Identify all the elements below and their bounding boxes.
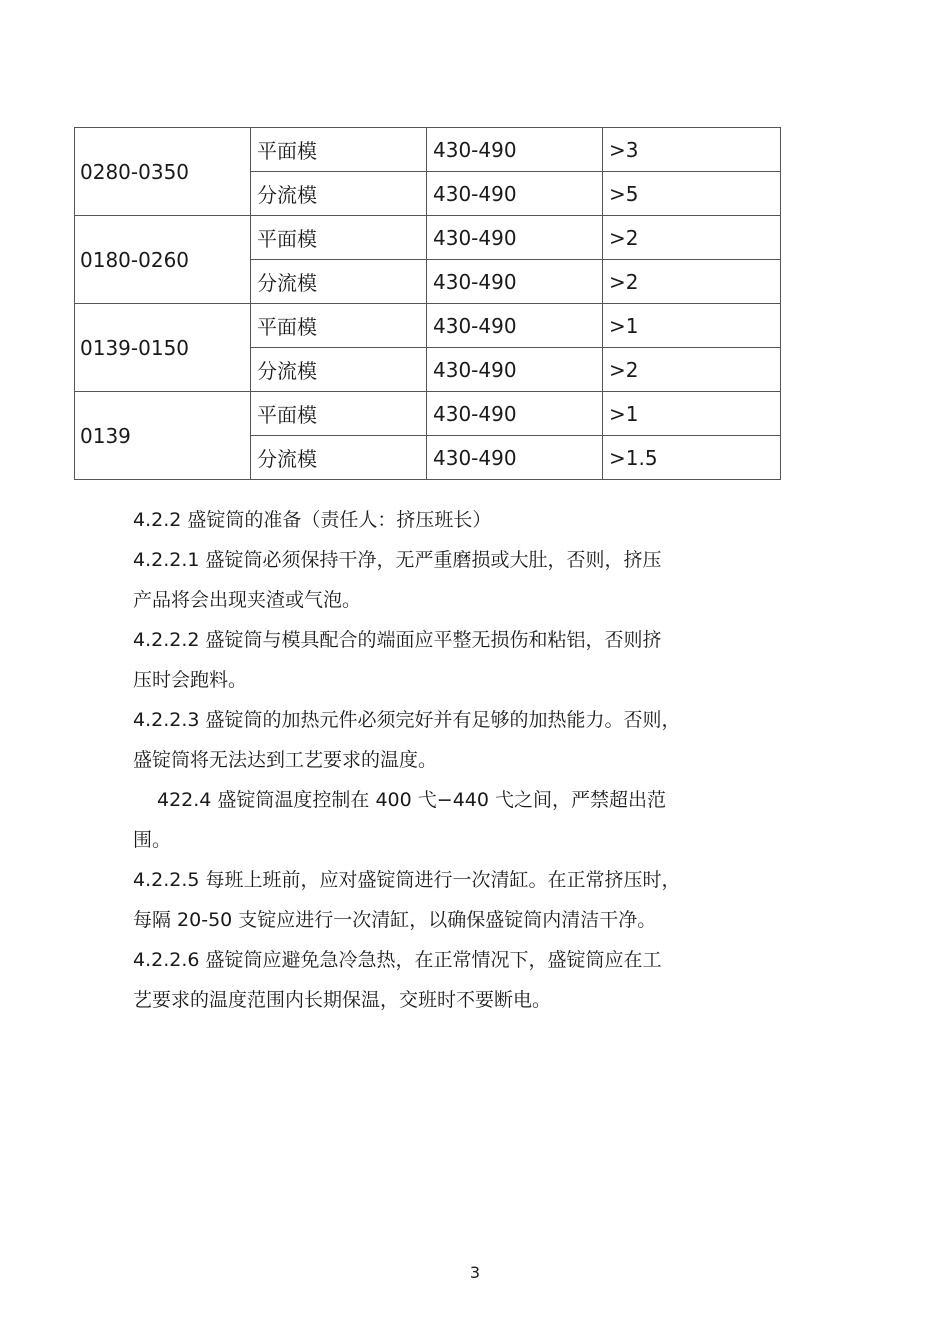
- temp-cell: 430-490: [427, 216, 603, 260]
- paragraph-line: 4.2.2.3 盛锭筒的加热元件必须完好并有足够的加热能力。否则，: [133, 709, 681, 731]
- mold-cell: 平面模: [251, 128, 427, 172]
- document-body: [133, 500, 733, 1020]
- section-heading: 4.2.2 盛锭筒的准备（责任人：挤压班长）: [133, 509, 492, 531]
- paragraph-line: 422.4 盛锭筒温度控制在 400 弋−440 弋之间，严禁超出范: [157, 789, 667, 811]
- temp-cell: 430-490: [427, 172, 603, 216]
- range-cell: 0139: [75, 392, 251, 480]
- value-cell: >1: [603, 304, 781, 348]
- temp-cell: 430-490: [427, 304, 603, 348]
- value-cell: >3: [603, 128, 781, 172]
- mold-cell: 分流模: [251, 436, 427, 480]
- range-cell: 0280-0350: [75, 128, 251, 216]
- value-cell: >2: [603, 348, 781, 392]
- mold-cell: 分流模: [251, 260, 427, 304]
- temperature-table: [74, 127, 781, 480]
- mold-cell: 分流模: [251, 348, 427, 392]
- paragraph-line: 产品将会出现夹渣或气泡。: [133, 589, 362, 611]
- paragraph-line: 4.2.2.1 盛锭筒必须保持干净，无严重磨损或大肚，否则，挤压: [133, 549, 662, 571]
- value-cell: >1.5: [603, 436, 781, 480]
- table-row: [75, 392, 781, 436]
- mold-cell: 平面模: [251, 392, 427, 436]
- table-row: [75, 128, 781, 172]
- paragraph-line: 压时会跑料。: [133, 669, 248, 691]
- range-cell: 0180-0260: [75, 216, 251, 304]
- paragraph-line: 盛锭筒将无法达到工艺要求的温度。: [133, 749, 438, 771]
- value-cell: >1: [603, 392, 781, 436]
- paragraph-line: 每隔 20-50 支锭应进行一次清缸，以确保盛锭筒内清洁干净。: [133, 909, 657, 931]
- temp-cell: 430-490: [427, 392, 603, 436]
- value-cell: >2: [603, 216, 781, 260]
- temp-cell: 430-490: [427, 436, 603, 480]
- paragraph-line: 4.2.2.2 盛锭筒与模具配合的端面应平整无损伤和粘铝，否则挤: [133, 629, 662, 651]
- page-number: 3: [469, 1263, 481, 1282]
- table-row: [75, 216, 781, 260]
- table-row: [75, 304, 781, 348]
- paragraph-line: 4.2.2.6 盛锭筒应避免急冷急热，在正常情况下，盛锭筒应在工: [133, 949, 662, 971]
- mold-cell: 平面模: [251, 304, 427, 348]
- value-cell: >2: [603, 260, 781, 304]
- mold-cell: 平面模: [251, 216, 427, 260]
- mold-cell: 分流模: [251, 172, 427, 216]
- temp-cell: 430-490: [427, 348, 603, 392]
- value-cell: >5: [603, 172, 781, 216]
- temp-cell: 430-490: [427, 128, 603, 172]
- paragraph-line: 围。: [133, 829, 172, 851]
- paragraph-line: 艺要求的温度范围内长期保温，交班时不要断电。: [133, 989, 552, 1011]
- range-cell: 0139-0150: [75, 304, 251, 392]
- paragraph-line: 4.2.2.5 每班上班前，应对盛锭筒进行一次清缸。在正常挤压时，: [133, 869, 681, 891]
- temp-cell: 430-490: [427, 260, 603, 304]
